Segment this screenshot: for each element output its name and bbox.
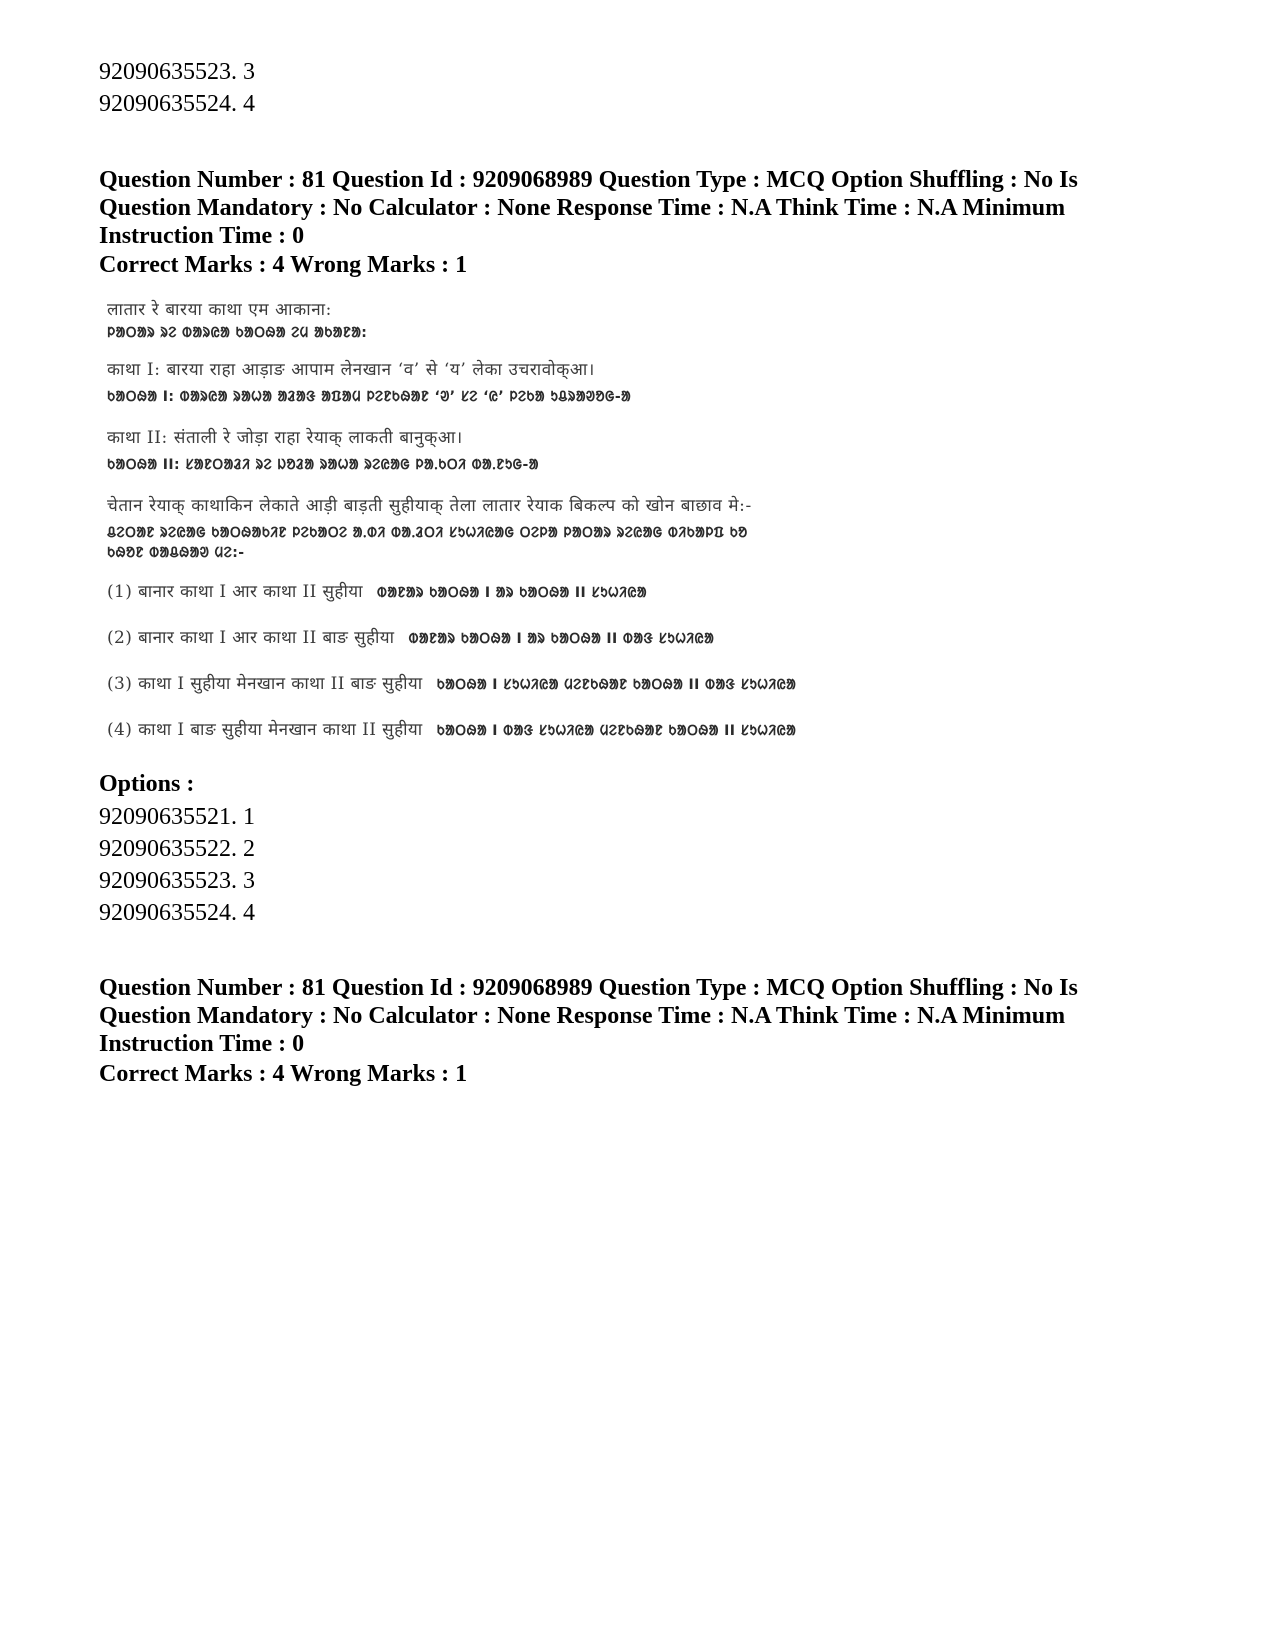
choice-olchiki: ᱠᱟᱛᱷᱟ I ᱥᱩᱦᱤᱭᱟ ᱢᱮᱱᱠᱷᱟᱱ ᱠᱟᱛᱷᱟ II ᱵᱟᱝ ᱥᱩᱦᱤᱭᱟ [436, 677, 797, 693]
option-line: 92090635522. 2 [99, 836, 255, 862]
instruction-devanagari: चेतान रेयाक् काथाकिन लेकाते आड़ी बाड़ती सुहीयाक् तेला लातार रेयाक बिकल्प को खोन बाछाव मे:- [107, 496, 752, 516]
instruction-olchiki: ᱠᱷᱚᱱ ᱵᱟᱪᱷᱟᱣ ᱢᱮ:- [107, 545, 245, 561]
choice-olchiki: ᱠᱟᱛᱷᱟ I ᱵᱟᱝ ᱥᱩᱦᱤᱭᱟ ᱢᱮᱱᱠᱷᱟᱱ ᱠᱟᱛᱷᱟ II ᱥᱩᱦᱤᱭᱟ [436, 723, 797, 739]
statement-2-olchiki: ᱠᱟᱛᱷᱟ II: ᱥᱟᱱᱛᱟᱲᱤ ᱨᱮ ᱡᱚᱲᱟ ᱨᱟᱦᱟ ᱨᱮᱭᱟᱜ ᱞᱟᱹᱠᱛᱤ ᱵᱟᱹᱱᱩᱜ-ᱟ [107, 457, 539, 473]
question-image [99, 300, 959, 776]
choice-devanagari: (4) काथा I बाङ सुहीया मेनखान काथा II सुहीया [107, 720, 423, 740]
option-line: 92090635524. 4 [99, 91, 255, 117]
intro-devanagari: लातार रे बारया काथा एम आकाना: [107, 300, 332, 320]
choice-1 [107, 582, 647, 603]
intro-olchiki: ᱞᱟᱛᱟᱨ ᱨᱮ ᱵᱟᱨᱭᱟ ᱠᱟᱛᱷᱟ ᱮᱢ ᱟᱠᱟᱱᱟ: [107, 325, 368, 341]
question-header-line: Question Mandatory : No Calculator : None Response Time : N.A Think Time : N.A Minimum [99, 1003, 1066, 1029]
statement-1-olchiki: ᱠᱟᱛᱷᱟ I: ᱵᱟᱨᱭᱟ ᱨᱟᱦᱟ ᱟᱲᱟᱝ ᱟᱯᱟᱢ ᱞᱮᱱᱠᱷᱟᱱ ‘ᱣ’ ᱥᱮ ‘ᱭ’ ᱞᱮᱠᱟ ᱩᱪᱨᱟᱣᱚᱜ-ᱟ [107, 389, 632, 405]
option-line: 92090635524. 4 [99, 900, 255, 926]
question-header-line: Instruction Time : 0 [99, 223, 305, 249]
choice-3 [107, 674, 796, 695]
instruction-olchiki: ᱪᱮᱛᱟᱱ ᱨᱮᱭᱟᱜ ᱠᱟᱛᱷᱟᱠᱤᱱ ᱞᱮᱠᱟᱛᱮ ᱟᱹᱰᱤ ᱵᱟᱹᱲᱛᱤ ᱥᱩᱦᱤᱭᱟᱜ ᱛᱮᱞᱟ ᱞᱟᱛᱟᱨ ᱨᱮᱭᱟᱜ ᱵᱤᱠᱟᱞᱯ ᱠᱚ [107, 525, 748, 541]
statement-1-devanagari: काथा I: बारया राहा आड़ाङ आपाम लेनखान ‘व’ से ‘य’ लेका उचरावोक्आ। [107, 360, 595, 380]
option-line: 92090635523. 3 [99, 868, 255, 894]
choice-4 [107, 720, 796, 741]
choice-devanagari: (2) बानार काथा I आर काथा II बाङ सुहीया [107, 628, 395, 648]
choice-olchiki: ᱵᱟᱱᱟᱨ ᱠᱟᱛᱷᱟ I ᱟᱨ ᱠᱟᱛᱷᱟ II ᱥᱩᱦᱤᱭᱟ [376, 585, 647, 601]
choice-olchiki: ᱵᱟᱱᱟᱨ ᱠᱟᱛᱷᱟ I ᱟᱨ ᱠᱟᱛᱷᱟ II ᱵᱟᱝ ᱥᱩᱦᱤᱭᱟ [408, 631, 715, 647]
question-header-line: Question Number : 81 Question Id : 9209068989 Question Type : MCQ Option Shuffling : No Is [99, 167, 1078, 193]
marks-line: Correct Marks : 4 Wrong Marks : 1 [99, 1061, 468, 1087]
marks-line: Correct Marks : 4 Wrong Marks : 1 [99, 252, 468, 278]
choice-devanagari: (3) काथा I सुहीया मेनखान काथा II बाङ सुहीया [107, 674, 423, 694]
option-line: 92090635523. 3 [99, 59, 255, 85]
statement-2-devanagari: काथा II: संताली रे जोड़ा राहा रेयाक् लाकती बानुक्आ। [107, 428, 463, 448]
question-header-line: Question Mandatory : No Calculator : None Response Time : N.A Think Time : N.A Minimum [99, 195, 1066, 221]
question-header-line: Instruction Time : 0 [99, 1031, 305, 1057]
options-label: Options : [99, 771, 195, 797]
question-header-line: Question Number : 81 Question Id : 9209068989 Question Type : MCQ Option Shuffling : No Is [99, 975, 1078, 1001]
choice-devanagari: (1) बानार काथा I आर काथा II सुहीया [107, 582, 363, 602]
option-line: 92090635521. 1 [99, 804, 255, 830]
choice-2 [107, 628, 714, 649]
question-header [99, 974, 1189, 1058]
question-header [99, 166, 1189, 250]
